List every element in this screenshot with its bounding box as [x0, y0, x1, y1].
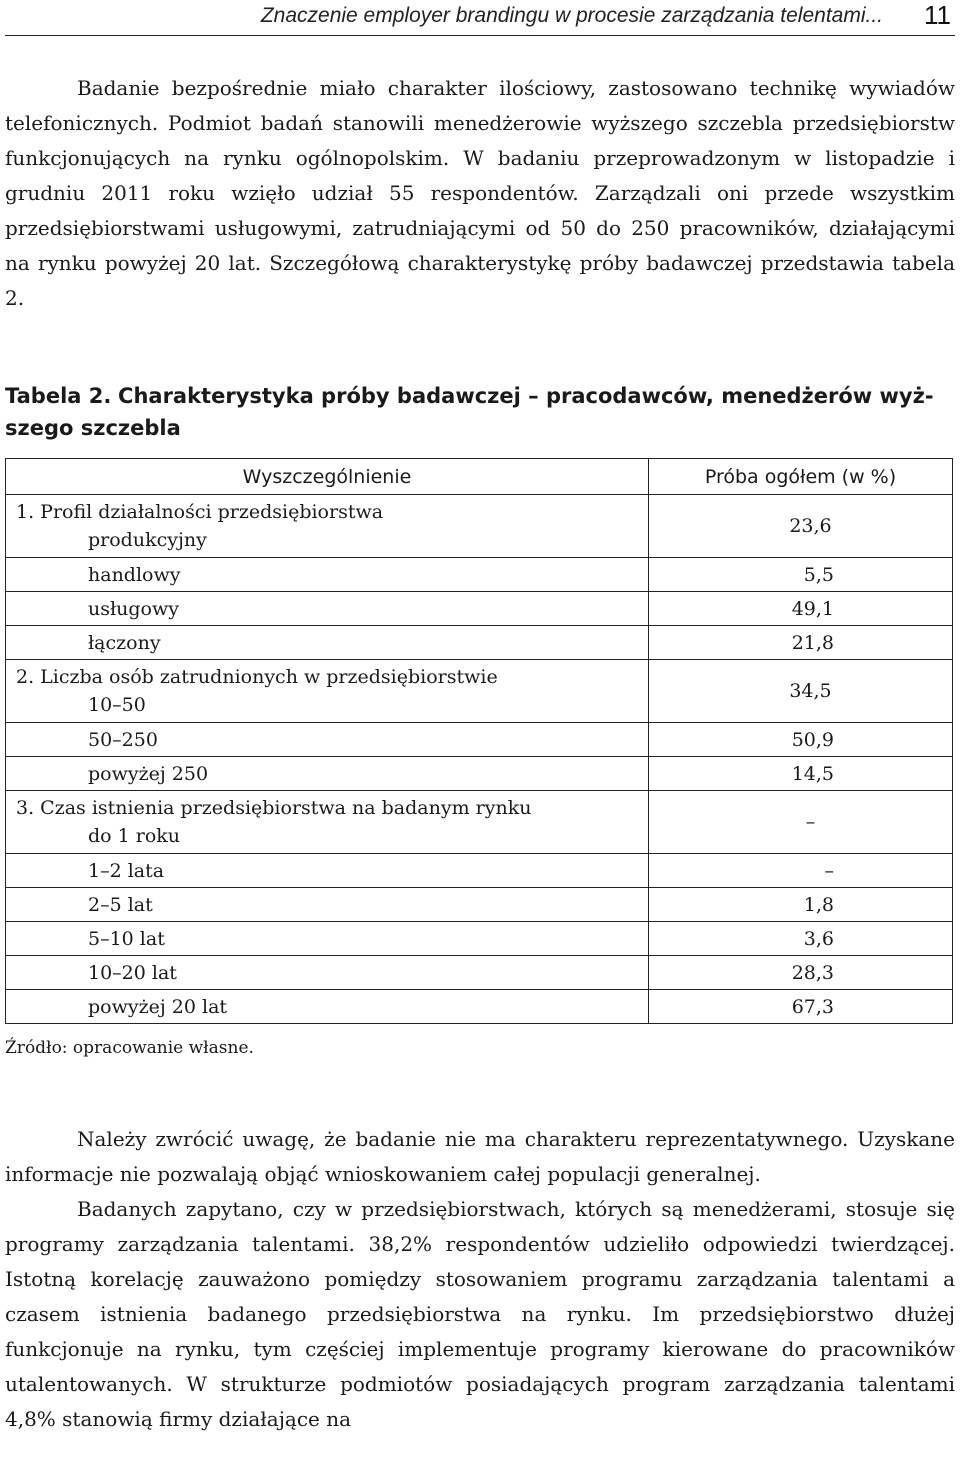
column-header-item: Wyszczególnienie [6, 459, 649, 495]
row-label [6, 495, 649, 558]
table-row [6, 558, 953, 592]
table-row [6, 757, 953, 791]
table-row [6, 888, 953, 922]
row-label: powyżej 20 lat [6, 990, 649, 1024]
row-value: – [649, 791, 953, 854]
table-row [6, 922, 953, 956]
row-label-text: do 1 roku [88, 825, 181, 847]
row-value: – [649, 854, 953, 888]
table-caption-text: Charakterystyka próby badawczej – pracodawców, menedżerów wyższego szczebla [5, 384, 934, 440]
body-text [5, 1122, 955, 1437]
table-row [6, 791, 953, 854]
table-header-row [6, 459, 953, 495]
intro-paragraph [5, 71, 955, 316]
row-label [6, 660, 649, 723]
row-value: 50,9 [649, 723, 953, 757]
row-value: 14,5 [649, 757, 953, 791]
row-value: 5,5 [649, 558, 953, 592]
row-label [6, 791, 649, 854]
column-header-share: Próba ogółem (w %) [649, 459, 953, 495]
row-value: 1,8 [649, 888, 953, 922]
row-label: handlowy [6, 558, 649, 592]
table-row [6, 854, 953, 888]
body-paragraph-1: Należy zwrócić uwagę, że badanie nie ma charakteru reprezentatywnego. Uzyskane informacje nie pozwalają objąć wnioskowaniem całej populacji generalnej. [5, 1127, 955, 1186]
table-row [6, 990, 953, 1024]
page-number: 11 [924, 0, 951, 30]
table-caption [5, 380, 955, 444]
table-row [6, 626, 953, 660]
row-label: 2–5 lat [6, 888, 649, 922]
row-value: 34,5 [649, 660, 953, 723]
group-question: 3. Czas istnienia przedsiębiorstwa na badanym rynku [16, 797, 532, 819]
row-value: 49,1 [649, 592, 953, 626]
row-label: 1–2 lata [6, 854, 649, 888]
row-label: 50–250 [6, 723, 649, 757]
table-row [6, 660, 953, 723]
row-value: 21,8 [649, 626, 953, 660]
table-row [6, 956, 953, 990]
row-value: 23,6 [649, 495, 953, 558]
row-value: 3,6 [649, 922, 953, 956]
row-label-text: produkcyjny [88, 529, 207, 551]
row-label: 5–10 lat [6, 922, 649, 956]
sample-characteristics-table [5, 458, 953, 1024]
row-value: 28,3 [649, 956, 953, 990]
group-question: 2. Liczba osób zatrudnionych w przedsiębiorstwie [16, 666, 498, 688]
running-title: Znaczenie employer brandingu w procesie zarządzania telentami... [260, 4, 883, 27]
row-label: łączony [6, 626, 649, 660]
body-paragraph-2: Badanych zapytano, czy w przedsiębiorstwach, których są menedżerami, stosuje się programy zarządzania talentami. 38,2% respondentów udzieliło odpowiedzi twierdzącej. Istotną korelację zauważono pomiędzy stosowaniem programu zarządzania talentami a czasem istnienia badanego przedsiębiorstwa na rynku. Im przedsiębiorstwo dłużej funkcjonuje na rynku, tym częściej implementuje programy kierowane do pracowników utalentowanych. W strukturze podmiotów posiadających program zarządzania talentami 4,8% stanowią firmy działające na [5, 1197, 955, 1431]
table-caption-label: Tabela 2. [5, 384, 112, 408]
row-value: 67,3 [649, 990, 953, 1024]
row-label-text: 10–50 [88, 694, 146, 716]
table-row [6, 495, 953, 558]
table-row [6, 723, 953, 757]
table-source-note: Źródło: opracowanie własne. [5, 1038, 254, 1058]
table-row [6, 592, 953, 626]
row-label: powyżej 250 [6, 757, 649, 791]
group-question: 1. Profil działalności przedsiębiorstwa [16, 501, 384, 523]
row-label: usługowy [6, 592, 649, 626]
page-header [5, 0, 955, 36]
intro-text: Badanie bezpośrednie miało charakter ilościowy, zastosowano technikę wywiadów telefonicznych. Podmiot badań stanowili menedżerowie wyższego szczebla przedsiębiorstw funkcjonujących na rynku ogólnopolskim. W badaniu przeprowadzonym w listopadzie i grudniu 2011 roku wzięło udział 55 respondentów. Zarządzali oni przede wszystkim przedsiębiorstwami usługowymi, zatrudniającymi od 50 do 250 pracowników, działającymi na rynku powyżej 20 lat. Szczegółową charakterystykę próby badawczej przedstawia tabela 2. [5, 76, 955, 310]
row-label: 10–20 lat [6, 956, 649, 990]
